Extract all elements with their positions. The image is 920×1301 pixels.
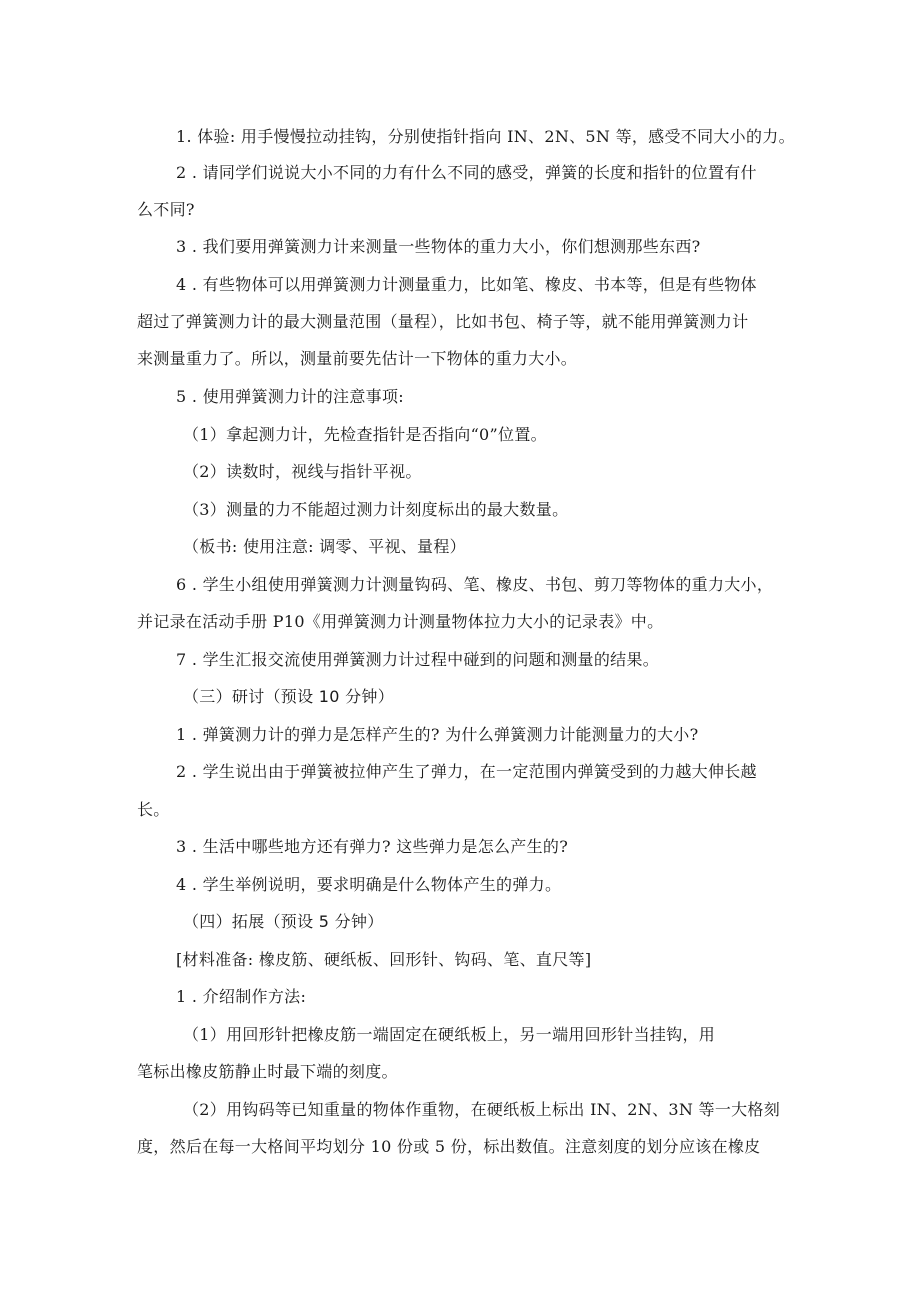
discussion-item-2-line-2: 长。: [137, 800, 170, 819]
paragraph-6-line-1: 6 . 学生小组使用弹簧测力计测量钩码、笔、橡皮、书包、剪刀等物体的重力大小，: [176, 575, 774, 594]
note-item-2: （2）读数时，视线与指针平视。: [183, 462, 422, 481]
method-step-2-line-2: 度，然后在每一大格间平均划分 10 份或 5 份，标出数值。注意刻度的划分应该在橡皮: [137, 1137, 761, 1156]
note-item-3: （3）测量的力不能超过测力计刻度标出的最大数量。: [183, 500, 569, 519]
paragraph-4-line-3: 来测量重力了。所以，测量前要先估计一下物体的重力大小。: [137, 349, 578, 368]
section-heading-extension: （四）拓展（预设 5 分钟）: [183, 912, 384, 931]
note-item-1: （1）拿起测力计，先检查指针是否指向“0”位置。: [183, 425, 547, 444]
paragraph-2-line-2: 么不同?: [137, 200, 195, 219]
paragraph-4-line-2: 超过了弹簧测力计的最大测量范围（量程），比如书包、椅子等，就不能用弹簧测力计: [137, 312, 749, 331]
section-heading-discussion: （三）研讨（预设 10 分钟）: [183, 687, 395, 706]
discussion-item-4: 4 . 学生举例说明，要求明确是什么物体产生的弹力。: [176, 875, 562, 894]
discussion-item-2-line-1: 2 . 学生说出由于弹簧被拉伸产生了弹力，在一定范围内弹簧受到的力越大伸长越: [176, 762, 757, 781]
paragraph-5: 5 . 使用弹簧测力计的注意事项:: [176, 387, 404, 406]
extension-item-1: 1 . 介绍制作方法:: [176, 987, 307, 1006]
paragraph-6-line-2: 并记录在活动手册 P10《用弹簧测力计测量物体拉力大小的记录表》中。: [137, 612, 664, 631]
board-note: （板书: 使用注意: 调零、平视、量程）: [183, 537, 466, 556]
method-step-1-line-2: 笔标出橡皮筋静止时最下端的刻度。: [137, 1062, 398, 1081]
materials-list: [材料准备: 橡皮筋、硬纸板、回形针、钩码、笔、直尺等]: [176, 950, 592, 969]
paragraph-experience: 1. 体验: 用手慢慢拉动挂钩，分别使指针指向 IN、2N、5N 等，感受不同大小的力。: [176, 127, 795, 146]
paragraph-2-line-1: 2 . 请同学们说说大小不同的力有什么不同的感受，弹簧的长度和指针的位置有什: [176, 163, 757, 182]
discussion-item-3: 3 . 生活中哪些地方还有弹力? 这些弹力是怎么产生的?: [176, 837, 569, 856]
paragraph-7: 7 . 学生汇报交流使用弹簧测力计过程中碰到的问题和测量的结果。: [176, 650, 660, 669]
method-step-2-line-1: （2）用钩码等已知重量的物体作重物，在硬纸板上标出 IN、2N、3N 等一大格刻: [183, 1100, 781, 1119]
paragraph-3: 3 . 我们要用弹簧测力计来测量一些物体的重力大小，你们想测那些东西?: [176, 237, 701, 256]
method-step-1-line-1: （1）用回形针把橡皮筋一端固定在硬纸板上，另一端用回形针当挂钩，用: [183, 1025, 716, 1044]
discussion-item-1: 1 . 弹簧测力计的弹力是怎样产生的? 为什么弹簧测力计能测量力的大小?: [176, 725, 699, 744]
paragraph-4-line-1: 4 . 有些物体可以用弹簧测力计测量重力，比如笔、橡皮、书本等，但是有些物体: [176, 275, 757, 294]
